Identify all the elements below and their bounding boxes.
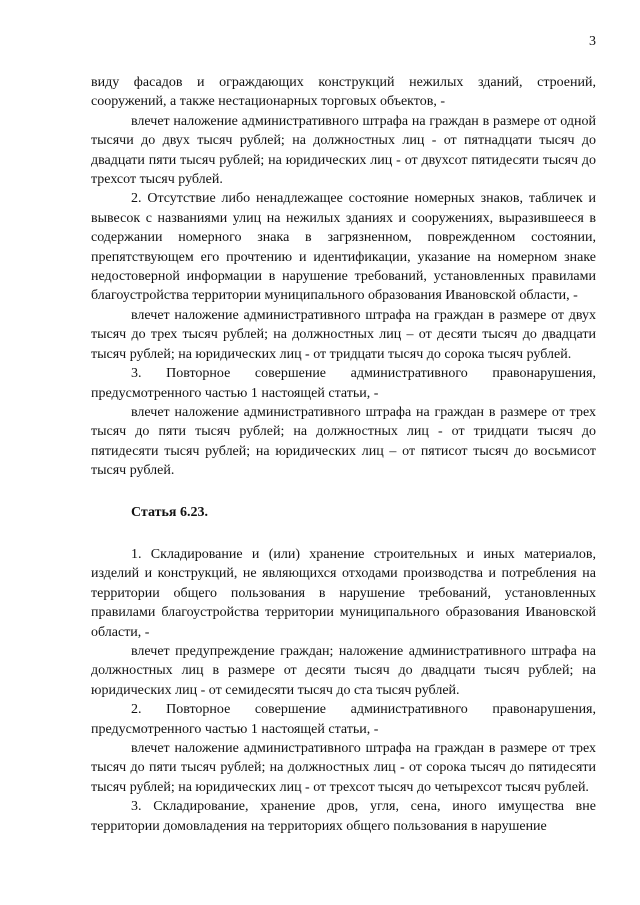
document-body: [91, 73, 596, 836]
spacer: [91, 522, 596, 545]
page-number: 3: [589, 34, 596, 49]
paragraph-part-3: 3. Повторное совершение административного правонарушения, предусмотренного частью 1 настоящей статьи, -: [91, 366, 596, 401]
paragraph-part-3: 3. Складирование, хранение дров, угля, сена, иного имущества вне территории домовладения на территориях общего пользования в нарушение: [91, 799, 596, 834]
paragraph-penalty: влечет наложение административного штрафа на граждан в размере от трех тысяч до пяти тысяч рублей; на должностных лиц - от тридцати тысяч до пятидесяти тысяч рублей; на юридических лиц – от пятисот тысяч до восьмисот тысяч рублей.: [91, 404, 596, 479]
paragraph-penalty: влечет наложение административного штрафа на граждан в размере от одной тысячи до двух тысяч рублей; на должностных лиц - от пятнадцати тысяч до двадцати пяти тысяч рублей; на юридических лиц - от двухсот пятидесяти тысяч до трехсот тысяч рублей.: [91, 113, 596, 188]
article-heading: Статья 6.23.: [131, 504, 208, 520]
paragraph-continuation: виду фасадов и ограждающих конструкций нежилых зданий, строений, сооружений, а также нестационарных торговых объектов, -: [91, 75, 596, 110]
spacer: [91, 481, 596, 503]
paragraph-penalty: влечет наложение административного штрафа на граждан в размере от трех тысяч до пяти тысяч рублей; на должностных лиц - от сорока тысяч до пятидесяти тысяч рублей; на юридических лиц - от трехсот тысяч до четырехсот тысяч рублей.: [91, 741, 596, 795]
paragraph-part-1: 1. Складирование и (или) хранение строительных и иных материалов, изделий и конструкций, не являющихся отходами производства и потребления на территории общего пользования в нарушение требований, установленных правилами благоустройства территории муниципального образования Ивановской области, -: [91, 546, 596, 640]
paragraph-penalty: влечет предупреждение граждан; наложение административного штрафа на должностных лиц в размере от десяти тысяч до двадцати тысяч рублей; на юридических лиц - от семидесяти тысяч до ста тысяч рублей.: [91, 643, 596, 698]
paragraph-penalty: влечет наложение административного штрафа на граждан в размере от двух тысяч до трех тысяч рублей; на должностных лиц – от десяти тысяч до двадцати тысяч рублей; на юридических лиц - от тридцати тысяч до сорока тысяч рублей.: [91, 307, 596, 362]
paragraph-part-2: 2. Повторное совершение административного правонарушения, предусмотренного частью 1 настоящей статьи, -: [91, 702, 596, 737]
paragraph-part-2: 2. Отсутствие либо ненадлежащее состояние номерных знаков, табличек и вывесок с названиями улиц на нежилых зданиях и сооружениях, выразившееся в содержании номерного знака в загрязненном, поврежденном состоянии, препятствующем его прочтению и идентификации, указание на номерном знаке недостоверной информации в нарушение требований, установленных правилами благоустройства территории муниципального образования Ивановской области, -: [91, 191, 596, 304]
